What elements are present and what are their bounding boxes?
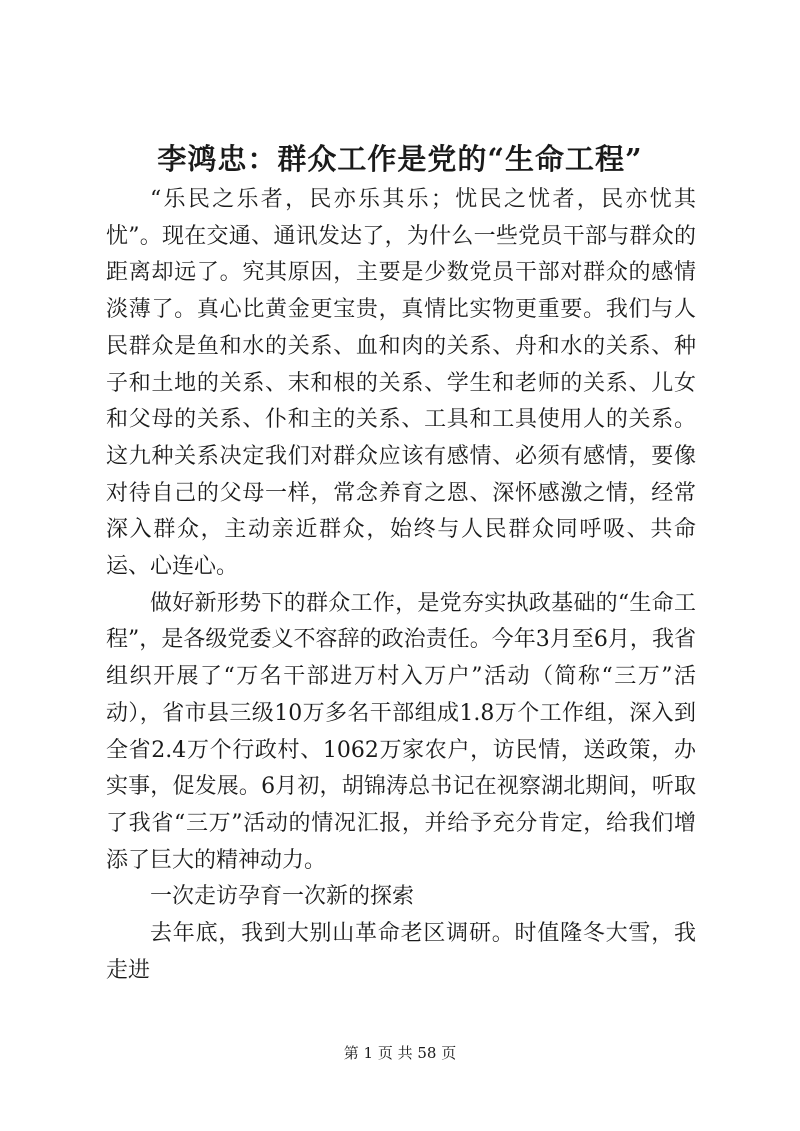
- section-heading: 一次走访孕育一次新的探索: [150, 884, 415, 910]
- page-title: 李鸿忠：群众工作是党的“生命工程”: [157, 142, 643, 176]
- paragraph-3: 去年底，我到大别山革命老区调研。时值隆冬大雪，我走进: [106, 921, 696, 983]
- page-number: 第 1 页 共 58 页: [343, 1044, 457, 1062]
- paragraph-1: “乐民之乐者，民亦乐其乐；忧民之忧者，民亦忧其忧”。现在交通、通讯发达了，为什么一些党员干部与群众的距离却远了。究其原因，主要是少数党员干部对群众的感情淡薄了。真心比黄金更宝贵，真情比实物更重要。我们与人民群众是鱼和水的关系、血和肉的关系、舟和水的关系、种子和土地的关系、末和根的关系、学生和老师的关系、儿女和父母的关系、仆和主的关系、工具和工具使用人的关系。这九种关系决定我们对群众应该有感情、必须有感情，要像对待自己的父母一样，常念养育之恩、深怀感激之情，经常深入群众，主动亲近群众，始终与人民群众同呼吸、共命运、心连心。: [106, 187, 696, 580]
- article-body: [106, 182, 696, 989]
- paragraph-2: 做好新形势下的群众工作，是党夯实执政基础的“生命工程”，是各级党委义不容辞的政治责任。今年3月至6月，我省组织开展了“万名干部进万村入万户”活动（简称“三万”活动），省市县三级10万多名干部组成1.8万个工作组，深入到全省2.4万个行政村、1062万家农户，访民情，送政策，办实事，促发展。6月初，胡锦涛总书记在视察湖北期间，听取了我省“三万”活动的情况汇报，并给予充分肯定，给我们增添了巨大的精神动力。: [106, 590, 696, 873]
